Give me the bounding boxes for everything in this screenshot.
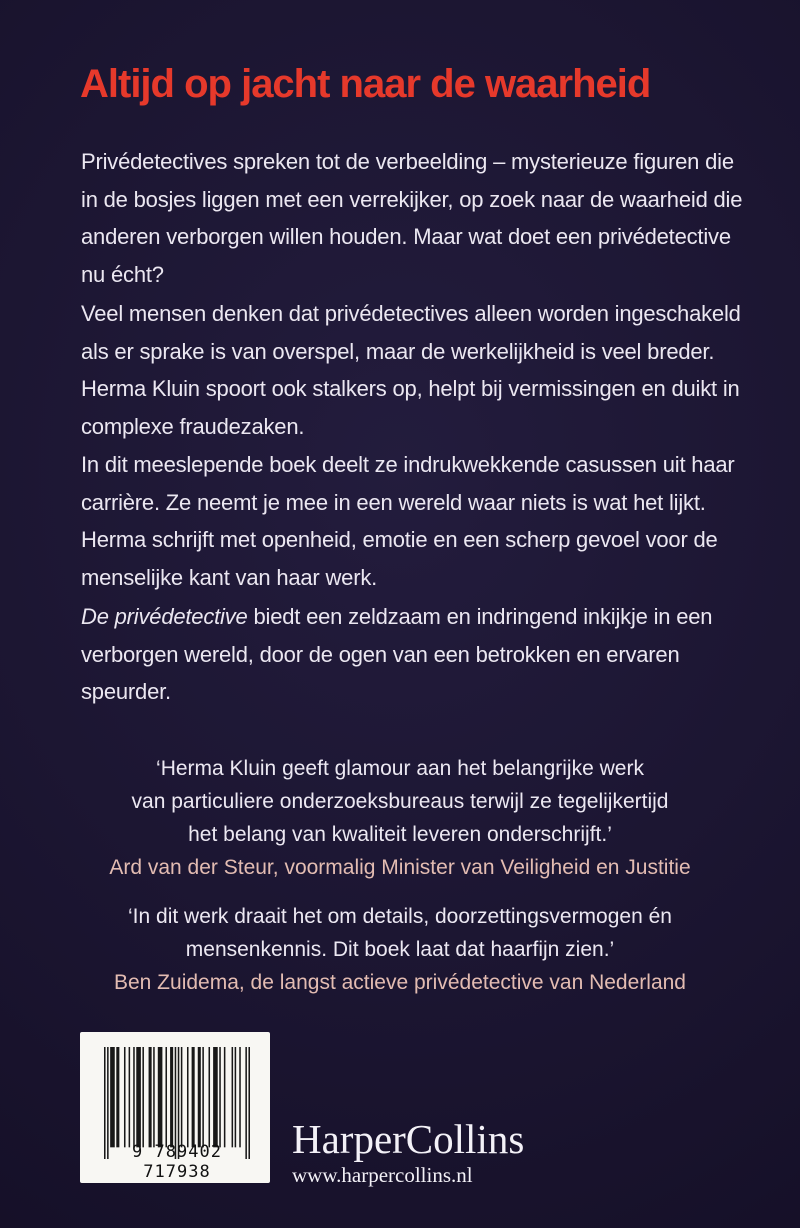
text-line: in de bosjes liggen met een verrekijker, op zoek naar de waarheid die: [81, 186, 743, 212]
text-line: van particuliere onderzoeksbureaus terwijl ze tegelijkertijd: [131, 790, 669, 813]
blurb-paragraph-4-rest: [81, 636, 741, 711]
text-line: Herma schrijft met openheid, emotie en een scherp gevoel voor de: [81, 527, 718, 552]
text-line: verborgen wereld, door de ogen van een betrokken en ervaren: [81, 641, 680, 667]
text-line: nu écht?: [81, 261, 164, 287]
blurb-paragraph-2: [81, 295, 741, 445]
text-line: Herma Kluin spoort ook stalkers op, helpt bij vermissingen en duikt in: [81, 376, 740, 401]
text-line: mensenkennis. Dit boek laat dat haarfijn zien.’: [185, 938, 615, 961]
blurb-paragraph-4-line-1-rest: biedt een zeldzaam en indringend inkijkje in een: [247, 604, 713, 629]
text-line: Veel mensen denken dat privédetectives alleen worden ingeschakeld: [81, 301, 741, 326]
publisher-logo-text: HarperCollins: [292, 1116, 525, 1162]
text-line: carrière. Ze neemt je mee in een wereld waar niets is wat het lijkt.: [81, 489, 706, 515]
tagline-title: Altijd op jacht naar de waarheid: [80, 62, 651, 106]
isbn-number: 9 789402 717938: [132, 1142, 222, 1182]
blurb-paragraph-3: [81, 446, 741, 596]
endorsement-quote-1: [0, 752, 800, 884]
text-line: menselijke kant van haar werk.: [81, 564, 378, 590]
barcode: [80, 1032, 270, 1183]
publisher-website: www.harpercollins.nl: [292, 1163, 473, 1187]
publisher-block: [292, 1116, 524, 1187]
endorsement-quote-2: [0, 900, 800, 999]
text-line: ‘Herma Kluin geeft glamour aan het belangrijke werk: [156, 757, 644, 780]
text-line: Privédetectives spreken tot de verbeelding – mysterieuze figuren die: [81, 149, 734, 174]
text-line: anderen verborgen willen houden. Maar wat doet een privédetective: [81, 224, 731, 249]
text-line: ‘In dit werk draait het om details, doorzettingsvermogen én: [128, 905, 672, 928]
blurb-paragraph-1: [81, 143, 741, 293]
text-line: In dit meeslepende boek deelt ze indrukwekkende casussen uit haar: [81, 452, 735, 477]
blurb-paragraph-4: [81, 598, 741, 711]
text-line: complexe fraudezaken.: [81, 413, 305, 439]
text-line: als er sprake is van overspel, maar de werkelijkheid is veel breder.: [81, 338, 715, 364]
endorsement-quote-2-attribution: Ben Zuidema, de langst actieve privédetective van Nederland: [113, 971, 686, 994]
book-title-italic: De privédetective: [81, 604, 248, 629]
text-line: speurder.: [81, 679, 171, 704]
endorsement-quote-1-attribution: Ard van der Steur, voormalig Minister van Veiligheid en Justitie: [109, 856, 691, 879]
blurb-paragraph-4-line-1: [81, 598, 741, 636]
endorsement-quote-2-text: [0, 900, 800, 966]
text-line: het belang van kwaliteit leveren onderschrijft.’: [188, 823, 612, 846]
endorsement-quote-1-text: [0, 752, 800, 851]
